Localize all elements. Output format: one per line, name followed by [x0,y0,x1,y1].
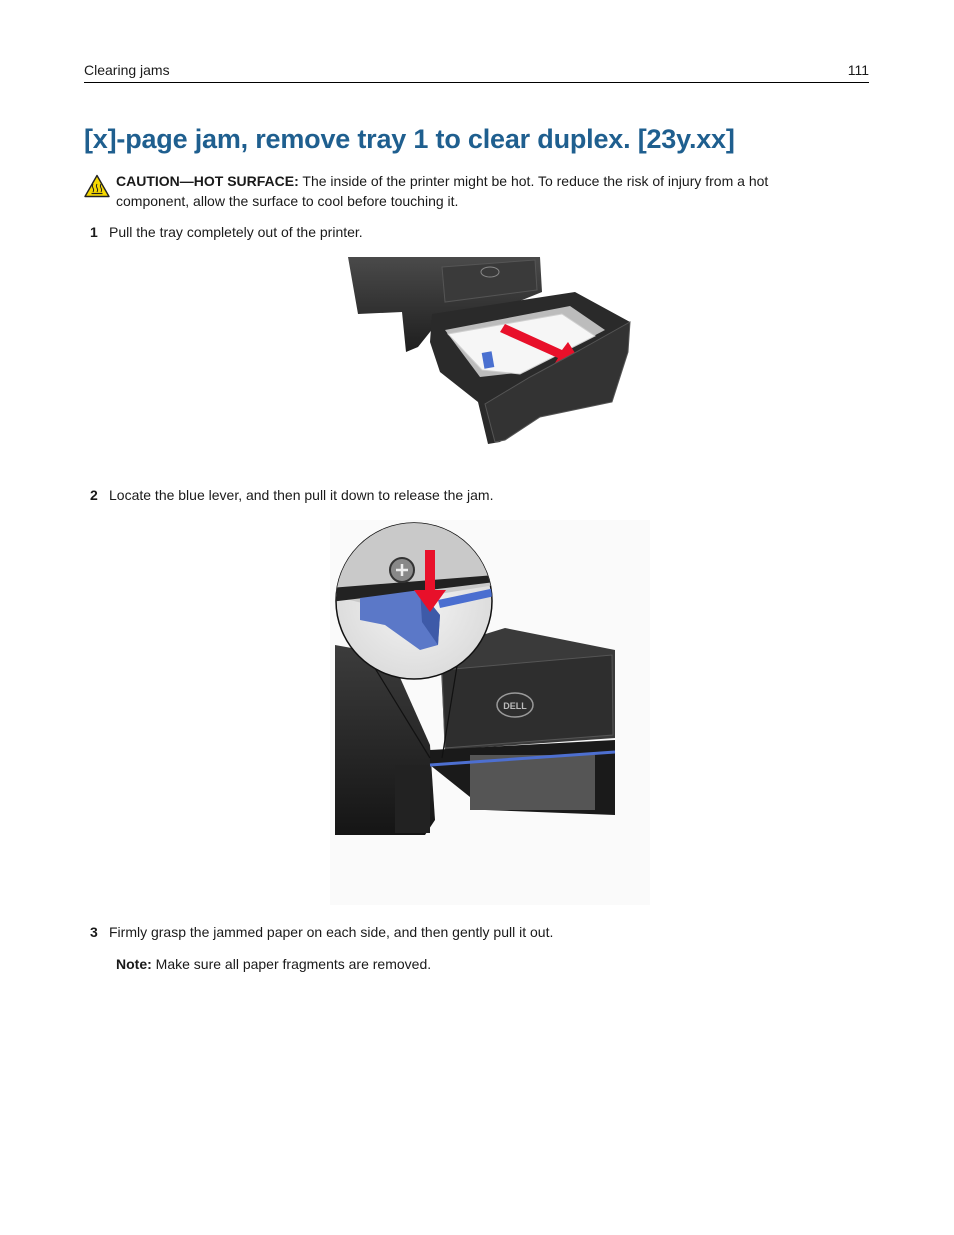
tray-removal-illustration [330,252,640,467]
step-3 [90,922,553,942]
step-1 [90,222,363,242]
header-section-title: Clearing jams [84,62,170,78]
duplex-lever-illustration [330,520,650,905]
step-text: Locate the blue lever, and then pull it down to release the jam. [109,487,494,503]
note-label: Note: [116,956,152,972]
page-number: 111 [847,62,869,78]
step-number: 1 [90,224,98,240]
printer-rear-door [442,655,613,748]
caution-body: The inside of the printer might be hot. To reduce the risk of injury from a hot component, allow the surface to cool before touching it. [116,173,769,209]
note [116,954,431,974]
step-text: Firmly grasp the jammed paper on each side, and then gently pull it out. [109,924,554,940]
step-text: Pull the tray completely out of the printer. [109,224,363,240]
dell-logo-text: DELL [503,701,527,711]
caution-label: CAUTION—HOT SURFACE: [116,173,299,189]
caution-text [116,171,836,211]
hot-surface-warning-icon [84,174,110,198]
page-title: [x]-page jam, remove tray 1 to clear duplex. [23y.xx] [84,124,735,154]
running-header [84,60,869,83]
duplex-unit [470,755,595,810]
step-number: 2 [90,487,98,503]
note-text: Make sure all paper fragments are removed. [151,956,432,972]
printer-foot [395,765,430,833]
step-2 [90,485,493,505]
step-number: 3 [90,924,98,940]
